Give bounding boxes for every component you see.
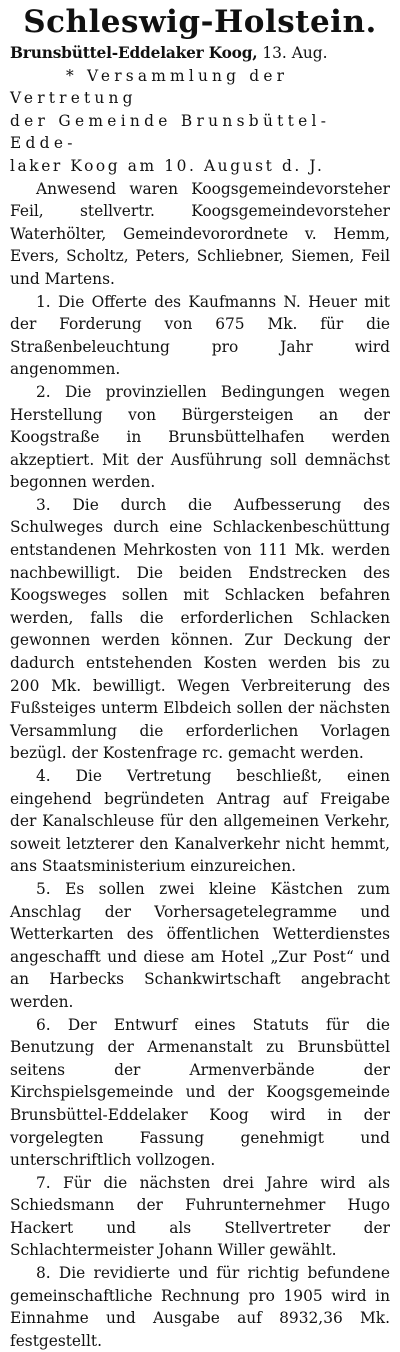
dateline xyxy=(10,42,390,65)
paragraph-item-3: 3. Die durch die Aufbesserung des Schulweges durch eine Schlackenbeschüttung entstandenen Mehrkosten von 111 Mk. werden nachbewilligt. Die beiden Endstrecken des Koogsweges sollen mit Schlacken befahren werden, falls die erforderlichen Schlacken gewonnen werden können. Zur Deckung der dadurch entstehenden Kosten werden bis zu 200 Mk. bewilligt. Wegen Verbreiterung des Fußsteiges unterm Elbdeich sollen der nächsten Versammlung die erforderlichen Vorlagen bezügl. der Kostenfrage rc. gemacht werden. xyxy=(10,495,390,763)
paragraph-item-7: 7. Für die nächsten drei Jahre wird als Schiedsmann der Fuhrunternehmer Hugo Hackert und als Stellvertreter der Schlachtermeister Johann Willer gewählt. xyxy=(10,1173,390,1260)
paragraph-item-5: 5. Es sollen zwei kleine Kästchen zum Anschlag der Vorhersagetelegramme und Wetterkarten des öffentlichen Wetterdienstes angeschafft und diese am Hotel „Zur Post“ und an Harbecks Schankwirtschaft angebracht werden. xyxy=(10,879,390,1011)
intro-line: der Gemeinde Brunsbüttel-Edde- xyxy=(10,111,331,153)
intro-line: * Versammlung der Vertretung xyxy=(10,66,289,108)
paragraph-item-2: 2. Die provinziellen Bedingungen wegen Herstellung von Bürgersteigen an der Koogstraße in Brunsbüttelhafen werden akzeptiert. Mit der Ausführung soll demnächst begonnen werden. xyxy=(10,382,390,492)
paragraph-item-4: 4. Die Vertretung beschließt, einen eingehend begründeten Antrag auf Freigabe der Kanalschleuse für den allgemeinen Verkehr, soweit letzterer den Kanalverkehr nicht hemmt, ans Staatsministerium einzureichen. xyxy=(10,767,390,876)
dateline-place: Brunsbüttel-Eddelaker Koog, xyxy=(10,44,258,62)
dateline-date: 13. Aug. xyxy=(257,44,328,62)
paragraph-item-8: 8. Die revidierte und für richtig befundene gemeinschaftliche Rechnung pro 1905 wird in Einnahme und Ausgabe auf 8932,36 Mk. festgestellt. xyxy=(10,1264,390,1350)
section-headline: Schleswig-Holstein. xyxy=(23,4,377,40)
intro-block xyxy=(10,65,390,178)
paragraph-item-6: 6. Der Entwurf eines Statuts für die Benutzung der Armenanstalt zu Brunsbüttel seitens der Armenverbände der Kirchspielsgemeinde und der Koogsgemeinde Brunsbüttel-Eddelaker Koog wird in der vorgelegten Fassung genehmigt und unterschriftlich vollzogen. xyxy=(10,1015,390,1170)
paragraph-attendance: Anwesend waren Koogsgemeindevorsteher Feil, stellvertr. Koogsgemeindevorsteher Waterhölter, Gemeindevorordnete v. Hemm, Evers, Scholtz, Peters, Schliebner, Siemen, Feil und Martens. xyxy=(10,179,390,288)
intro-line: laker Koog am 10. August d. J. xyxy=(10,156,325,175)
paragraph-item-1: 1. Die Offerte des Kaufmanns N. Heuer mit der Forderung von 675 Mk. für die Straßenbeleuchtung pro Jahr wird angenommen. xyxy=(10,292,390,379)
